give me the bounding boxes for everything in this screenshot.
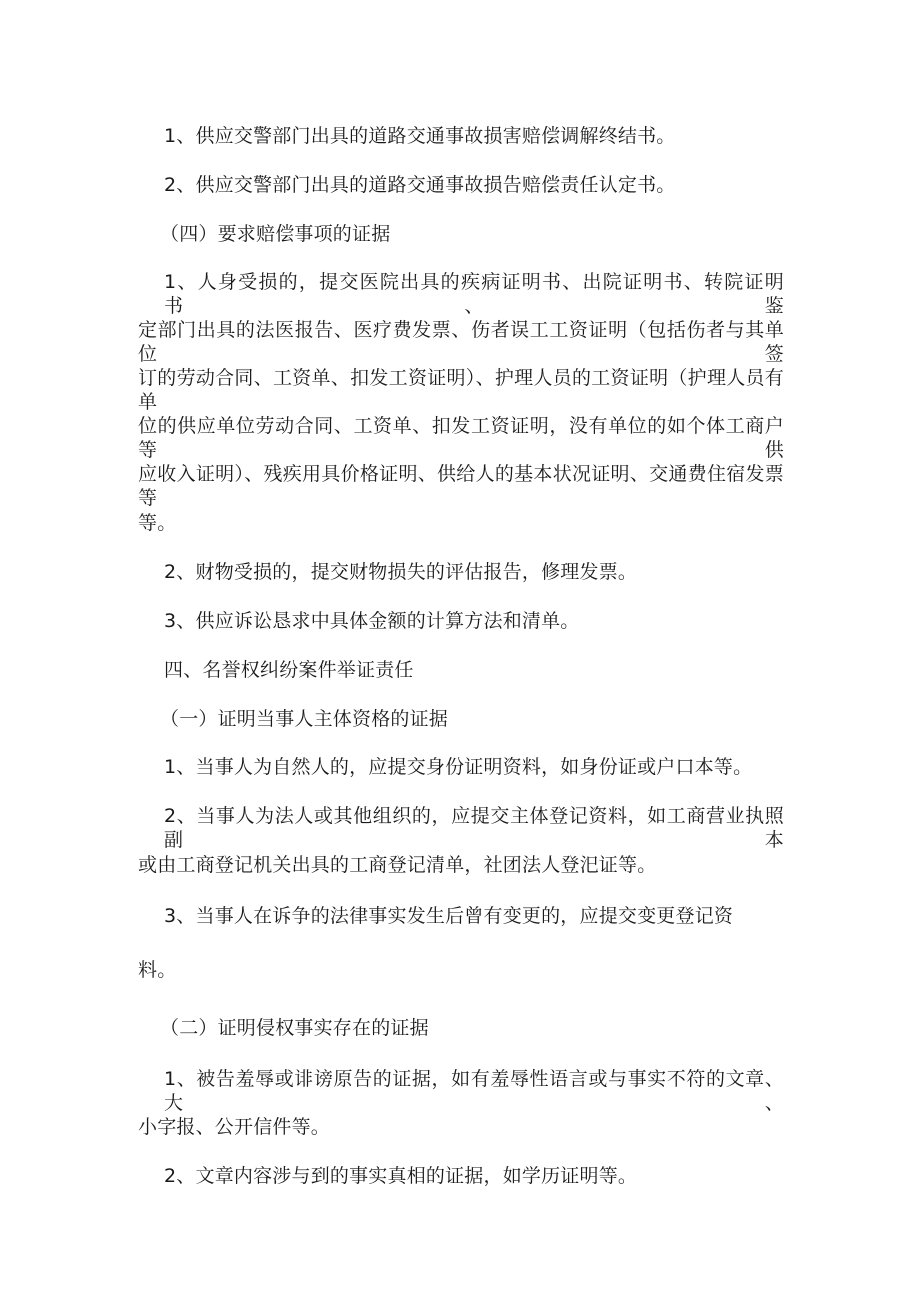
paragraph-line: 1、当事人为自然人的，应提交身份证明资料，如身份证或户口本等。 [164, 756, 753, 778]
paragraph-line: 料。 [138, 959, 177, 981]
section-heading: （二）证明侵权事实存在的证据 [160, 1017, 429, 1039]
paragraph-line: 2、当事人为法人或其他组织的，应提交主体登记资料，如工商营业执照副本 [164, 805, 784, 851]
paragraph-line: 3、供应诉讼恳求中具体金额的计算方法和清单。 [164, 610, 580, 632]
paragraph-line: 应收入证明）、残疾用具价格证明、供给人的基本状况证明、交通费住宿发票等 [138, 463, 784, 509]
paragraph-line: 小字报、公开信件等。 [138, 1116, 331, 1138]
paragraph-line: 或由工商登记机关出具的工商登记清单，社团法人登汜证等。 [138, 854, 657, 876]
paragraph-line: 1、人身受损的，提交医院出具的疾病证明书、出院证明书、转院证明书、鉴 [164, 271, 784, 317]
paragraph-line: 3、当事人在诉争的法律事实发生后曾有变更的，应提交变更登记资 [164, 905, 734, 927]
paragraph-line: 1、供应交警部门出具的道路交通事故损害赔偿调解终结书。 [164, 125, 676, 147]
section-heading: （一）证明当事人主体资格的证据 [160, 708, 449, 730]
paragraph-line: 2、财物受损的，提交财物损失的评估报告，修理发票。 [164, 561, 638, 583]
paragraph-line: 订的劳动合同、工资单、扣发工资证明）、护理人员的工资证明（护理人员有单 [138, 367, 784, 413]
paragraph-line: 定部门出具的法医报告、医疗费发票、伤者误工工资证明（包括伤者与其单位签 [138, 319, 784, 365]
paragraph-line: 2、文章内容涉与到的事实真相的证据，如学历证明等。 [164, 1165, 638, 1187]
section-heading: （四）要求赔偿事项的证据 [160, 223, 391, 245]
paragraph-line: 2、供应交警部门出具的道路交通事故损告赔偿责任认定书。 [164, 174, 676, 196]
section-heading: 四、名誉权纠纷案件举证责任 [164, 659, 414, 681]
paragraph-line: 等。 [138, 512, 177, 534]
paragraph-line: 1、被告羞辱或诽谤原告的证据，如有羞辱性语言或与事实不符的文章、大、 [164, 1068, 784, 1114]
paragraph-line: 位的供应单位劳动合同、工资单、扣发工资证明，没有单位的如个体工商户等供 [138, 415, 784, 461]
